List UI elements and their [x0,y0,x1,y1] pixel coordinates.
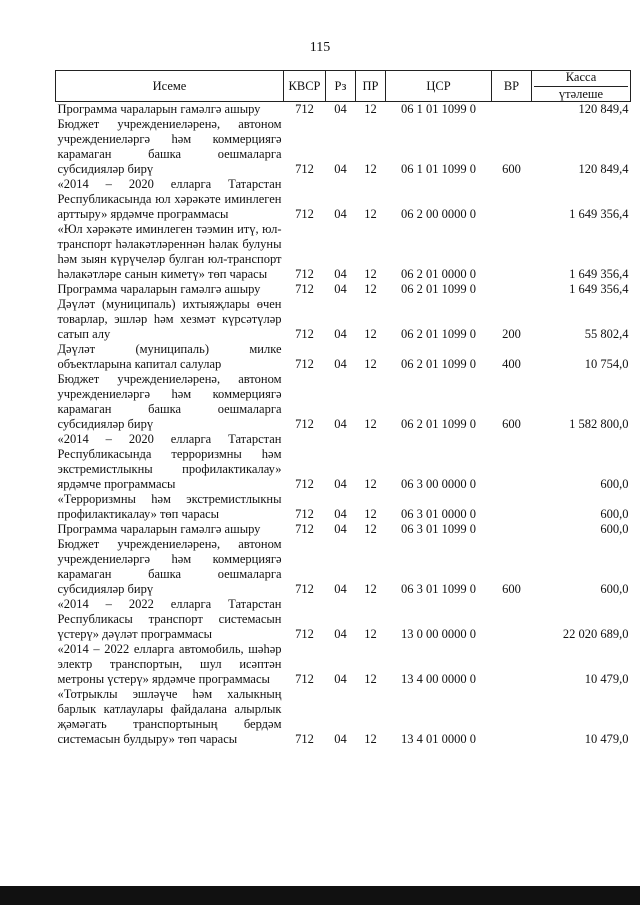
row-kvsr: 712 [295,282,314,296]
row-pr: 12 [364,732,377,746]
row-kvsr: 712 [295,417,314,431]
row-csr: 06 3 01 1099 0 [401,582,476,596]
row-pr: 12 [364,267,377,281]
row-pr: 12 [364,282,377,296]
row-vr: 600 [502,582,521,596]
row-pr: 12 [364,102,377,116]
row-vr: 400 [502,357,521,371]
row-vr [492,522,532,537]
row-kvsr: 712 [295,207,314,221]
budget-table [55,70,631,747]
row-rz: 04 [334,267,347,281]
header-vr: ВР [492,71,532,102]
header-row [56,71,631,102]
table-row [56,537,631,597]
row-amount: 55 802,4 [584,327,629,341]
row-pr: 12 [364,477,377,491]
row-vr: 600 [502,162,521,176]
table-row [56,642,631,687]
row-pr: 12 [364,627,377,641]
row-pr: 12 [364,507,377,521]
row-csr: 06 1 01 1099 0 [401,102,476,116]
row-csr: 06 1 01 1099 0 [401,162,476,176]
row-rz: 04 [334,507,347,521]
row-kvsr: 712 [295,582,314,596]
header-rz: Рз [326,71,356,102]
table-row [56,117,631,177]
row-vr [492,432,532,492]
row-amount: 10 479,0 [584,672,629,686]
row-csr: 13 4 00 0000 0 [401,672,476,686]
row-vr [492,597,532,642]
row-pr: 12 [364,582,377,596]
row-rz: 04 [334,732,347,746]
table-row [56,687,631,747]
row-kvsr: 712 [295,162,314,176]
row-rz: 04 [334,102,347,116]
row-vr [492,282,532,297]
row-vr: 600 [502,417,521,431]
row-rz: 04 [334,672,347,686]
row-csr: 06 3 01 0000 0 [401,507,476,521]
row-name: Программа чараларын гамәлгә ашыру [57,282,261,296]
table-row [56,492,631,522]
row-amount: 1 649 356,4 [569,207,629,221]
row-kvsr: 712 [295,477,314,491]
row-vr [492,687,532,747]
page-number: 115 [309,40,331,55]
row-amount: 1 582 800,0 [569,417,629,431]
row-vr: 200 [502,327,521,341]
row-rz: 04 [334,162,347,176]
row-name: «2014 – 2022 елларга Татарстан Республикасы транспорт системасын үстерү» дәүләт программасы [57,597,282,641]
row-rz: 04 [334,522,347,536]
table-row [56,372,631,432]
row-name: «2014 – 2020 елларга Татарстан Республикасында юл хәрәкәте иминлеген арттыру» ярдәмче программасы [57,177,282,221]
row-csr: 06 2 00 0000 0 [401,207,476,221]
row-pr: 12 [364,207,377,221]
row-amount: 22 020 689,0 [562,627,629,641]
row-kvsr: 712 [295,672,314,686]
row-csr: 06 3 01 1099 0 [401,522,476,536]
row-csr: 13 0 00 0000 0 [401,627,476,641]
scan-bottom-edge [0,886,640,905]
row-csr: 06 2 01 1099 0 [401,282,476,296]
header-kassa-top: Касса [565,70,597,84]
row-rz: 04 [334,282,347,296]
header-pr: ПР [356,71,386,102]
row-amount: 1 649 356,4 [569,267,629,281]
row-vr [492,492,532,522]
row-kvsr: 712 [295,507,314,521]
row-name: Бюджет учреждениеләренә, автоном учреждениеләргә һәм коммерциягә карамаган башка оешмаларга субсидияләр бирү [57,537,282,596]
table-row [56,102,631,118]
header-csr: ЦСР [386,71,492,102]
header-kassa-bottom: үтәлеше [534,86,628,101]
row-csr: 06 3 00 0000 0 [401,477,476,491]
row-pr: 12 [364,327,377,341]
header-kassa [532,71,631,102]
table-row [56,432,631,492]
table-row [56,282,631,297]
row-amount: 600,0 [600,507,629,521]
row-rz: 04 [334,477,347,491]
row-amount: 600,0 [600,477,629,491]
row-name: Дәүләт (муниципаль) ихтыяҗлары өчен товарлар, эшләр һәм хезмәт күрсәтүләр сатып алу [57,297,282,341]
row-name: «Тотрыклы эшләүче һәм халыкның барлык катлаулары файдалана алырлык җәмәгать транспортының бердәм системасын булдыру» төп чарасы [57,687,282,746]
row-name: Дәүләт (муниципаль) милке объектларына капитал салулар [57,342,282,371]
row-kvsr: 712 [295,327,314,341]
row-pr: 12 [364,417,377,431]
table-row [56,177,631,222]
row-amount: 1 649 356,4 [569,282,629,296]
row-csr: 06 2 01 1099 0 [401,357,476,371]
header-name: Исеме [56,71,284,102]
header-kvsr: КВСР [284,71,326,102]
row-pr: 12 [364,357,377,371]
table-row [56,297,631,342]
row-name: Программа чараларын гамәлгә ашыру [57,102,261,116]
row-name: «Терроризмны һәм экстремистлыкны профилактикалау» төп чарасы [57,492,282,521]
table-row [56,222,631,282]
row-pr: 12 [364,672,377,686]
row-rz: 04 [334,327,347,341]
table-row [56,342,631,372]
row-kvsr: 712 [295,102,314,116]
row-amount: 10 479,0 [584,732,629,746]
row-rz: 04 [334,582,347,596]
row-csr: 06 2 01 1099 0 [401,417,476,431]
row-rz: 04 [334,417,347,431]
row-kvsr: 712 [295,522,314,536]
row-amount: 120 849,4 [578,162,629,176]
row-amount: 10 754,0 [584,357,629,371]
row-csr: 13 4 01 0000 0 [401,732,476,746]
row-pr: 12 [364,522,377,536]
row-name: Программа чараларын гамәлгә ашыру [57,522,261,536]
row-amount: 120 849,4 [578,102,629,116]
row-rz: 04 [334,357,347,371]
row-amount: 600,0 [600,582,629,596]
row-name: «2014 – 2020 елларга Татарстан Республикасында терроризмны һәм экстремистлыкны профилактикалау» ярдәмче программасы [57,432,282,491]
table-row [56,597,631,642]
row-rz: 04 [334,207,347,221]
row-amount: 600,0 [600,522,629,536]
row-kvsr: 712 [295,267,314,281]
row-csr: 06 2 01 1099 0 [401,327,476,341]
row-name: Бюджет учреждениеләренә, автоном учреждениеләргә һәм коммерциягә карамаган башка оешмаларга субсидияләр бирү [57,372,282,431]
row-kvsr: 712 [295,357,314,371]
row-kvsr: 712 [295,732,314,746]
row-kvsr: 712 [295,627,314,641]
row-name: «Юл хәрәкәте иминлеген тәэмин итү, юл-транспорт һәлакәтләреннән һәлак булуны һәм зыян күрүчеләр булган юл-транспорт һәлакәтләре санын киметү» төп чарасы [57,222,282,281]
table-row [56,522,631,537]
row-vr [492,222,532,282]
row-rz: 04 [334,627,347,641]
row-name: «2014 – 2022 елларга автомобиль, шәһәр электр транспортын, шул исәптән метроны үстерү» ярдәмче программасы [57,642,282,686]
row-vr [492,102,532,118]
row-vr [492,642,532,687]
row-vr [492,177,532,222]
row-csr: 06 2 01 0000 0 [401,267,476,281]
row-pr: 12 [364,162,377,176]
row-name: Бюджет учреждениеләренә, автоном учреждениеләргә һәм коммерциягә карамаган башка оешмаларга субсидияләр бирү [57,117,282,176]
